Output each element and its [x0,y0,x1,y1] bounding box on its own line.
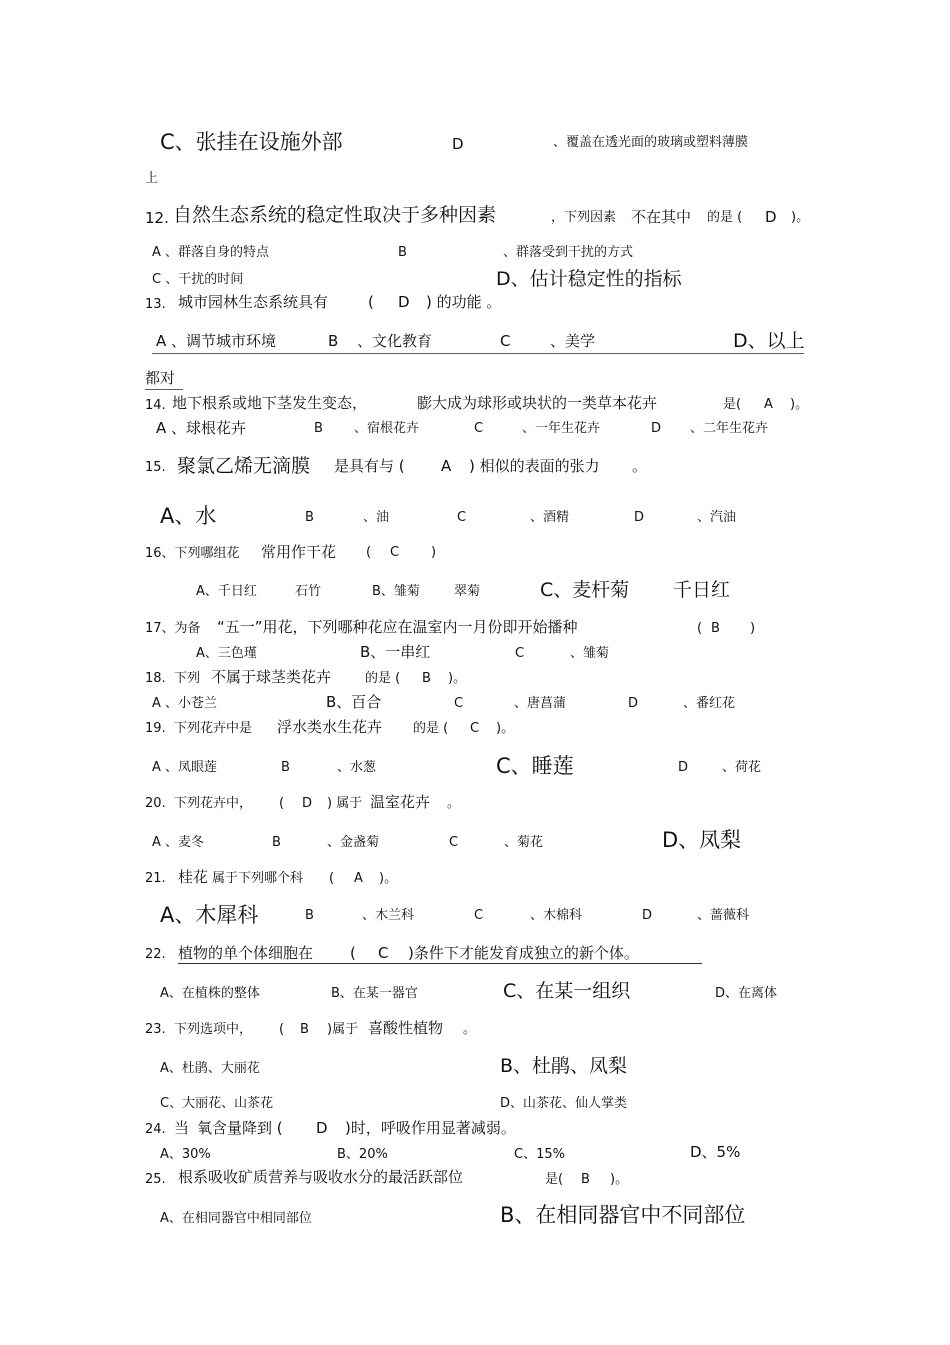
question-text: 属于下列哪个科 [212,871,304,886]
answer: C [470,721,480,736]
option-b-text: 、文化教育 [357,332,433,350]
option-d-letter: D [678,760,689,775]
option-d-letter: D [642,908,653,923]
option-a: A、水 [160,504,217,528]
question-text: 。 [447,796,461,811]
option-c-second: 千日红 [673,579,731,601]
question-number: 14. [145,398,166,413]
option-a: A、木犀科 [160,903,259,927]
answer: B [581,1172,590,1187]
option-d-text: 、汽油 [697,510,737,525]
option-c: C、睡莲 [496,754,574,778]
option-a: A、杜鹃、大丽花 [160,1061,260,1076]
option-a: A 、小苍兰 [152,696,218,711]
answer: B [300,1022,309,1037]
question-text: 下列 [174,671,201,686]
option-a: A 、群落自身的特点 [152,245,270,260]
option-d-text: 、二年生花卉 [690,421,769,436]
option-c-letter: C [454,696,464,711]
answer: C [390,545,400,560]
answer: D [765,208,777,226]
question-text: “五一”用花，下列哪种花应在温室内一月份即开始播种 [217,618,578,636]
question-text: 膨大成为球形或块状的一类草本花卉 [417,394,658,412]
option-d-text: 、覆盖在透光面的玻璃或塑料薄膜 [553,135,749,150]
option-c-text: 、一年生花卉 [522,421,601,436]
question-text: 氧含量降到 ( [197,1119,283,1137]
option-c-letter: C [449,835,459,850]
option-b-letter: B [328,332,339,350]
question-text: )。 [379,871,398,886]
option-c-text: 、酒精 [530,510,570,525]
answer: A [441,457,452,475]
option-a: A、三色瑾 [196,646,257,661]
option-c: C、大丽花、山茶花 [160,1096,274,1111]
question-text: )时，呼吸作用显著减弱。 [345,1119,516,1137]
question-text: 地下根系或地下茎发生变态， [172,394,368,412]
option-c-letter: C [500,332,511,350]
option-c-text: 、木棉科 [530,908,583,923]
question-text: ( [279,1022,285,1037]
question-text: 不在其中 [631,208,692,226]
question-text: 桂花 [178,868,209,886]
answer: A [764,397,773,412]
option-a: A、在相同器官中相同部位 [160,1211,312,1226]
option-c-text: 、美学 [550,332,596,350]
question-text: 不属于球茎类花卉 [211,668,332,686]
question-number: 15. [145,460,166,475]
question-text: 下列选项中， [174,1022,253,1037]
question-text: )属于 [327,1022,359,1037]
question-number: 21. [145,871,166,886]
option-d-letter: D [452,135,464,153]
question-number: 25. [145,1172,166,1187]
question-text: 下列花卉中是 [174,721,253,736]
option-b-letter: B [305,908,314,923]
option-a: A、在植株的整体 [160,986,260,1001]
option-d-letter: D [651,421,662,436]
option-c: C、麦杆菊 [540,579,630,601]
option-a: A 、凤眼莲 [152,760,218,775]
question-text: 是具有与 ( [334,457,405,475]
answer: B [711,621,720,636]
question-text: ) 相似的表面的张力 [469,457,600,475]
question-text: )。 [448,671,467,686]
option-d: D、估计稳定性的指标 [496,268,682,290]
question-number: 23. [145,1022,166,1037]
option-b-text: 、木兰科 [362,908,415,923]
option-c-letter: C [515,646,525,661]
option-b-text: 、群落受到干扰的方式 [503,245,634,260]
question-text: )条件下才能发育成独立的新个体。 [408,944,639,962]
question-text: 喜酸性植物 [368,1019,444,1037]
question-text: 是( [723,397,742,412]
question-text: )。 [496,721,515,736]
red-underline [145,389,183,390]
answer: B [422,671,431,686]
option-d-text: 、蔷薇科 [697,908,750,923]
question-text: ( [366,545,372,560]
question-text: 浮水类水生花卉 [277,718,383,736]
option-b: B、一串红 [360,643,431,661]
question-text: 。 [632,457,648,475]
option-b-text: 、金盏菊 [327,835,380,850]
option-a: A 、球根花卉 [156,419,247,437]
option-d: D、山茶花、仙人掌类 [500,1096,628,1111]
option-b: B、杜鹃、凤梨 [500,1055,628,1077]
red-underline [152,353,804,354]
option-b: B、20% [337,1147,388,1162]
question-text: ( [329,871,335,886]
option-c: C、15% [514,1147,565,1162]
option-b-text: 、宿根花卉 [354,421,420,436]
question-text: 当 [174,1119,190,1137]
question-text: )。 [610,1172,629,1187]
question-text: 的是 ( [413,721,449,736]
option-c-text: 、唐菖蒲 [514,696,567,711]
option-c-text: 、雏菊 [570,646,610,661]
question-text: 温室花卉 [370,793,431,811]
question-number: 20. [145,796,166,811]
option-c-letter: C [474,908,484,923]
option-a: A、千日红 [196,584,257,599]
option-d: D、5% [690,1143,741,1161]
option-b-letter: B [398,245,407,260]
option-b-letter: B [305,510,314,525]
question-number: 22. [145,947,166,962]
question-text: ( [697,621,703,636]
option-c-letter: C [457,510,467,525]
answer: A [354,871,363,886]
option-b-letter: B [281,760,290,775]
option-d: D、在离体 [715,986,778,1001]
option-d: D、凤梨 [662,828,742,852]
question-text: 自然生态系统的稳定性取决于多种因素 [173,204,497,226]
question-number: 17、为备 [145,621,201,636]
option-b-letter: B [272,835,281,850]
question-text: 城市园林生态系统具有 [178,293,329,311]
blue-underline [178,963,702,964]
option-c: C、在某一组织 [503,980,631,1002]
option-d-letter: D [628,696,639,711]
question-text: ( [279,796,285,811]
option-a: A 、调节城市环境 [156,332,277,350]
option-b: B、百合 [326,693,382,711]
question-text: 的是 ( [365,671,401,686]
option-d-continuation: 都对 [145,369,176,387]
option-b: B、雏菊 [372,584,420,599]
answer: D [316,1119,328,1137]
question-number: 16、下列哪组花 [145,546,240,561]
question-text: 常用作干花 [261,543,337,561]
option-a-second: 石竹 [295,584,322,599]
question-number: 12. [145,209,169,227]
option-b: B、在相同器官中不同部位 [500,1203,746,1227]
option-c-text: 、菊花 [504,835,544,850]
option-b-letter: B [314,421,323,436]
question-text: 下列花卉中， [174,796,253,811]
question-text: 植物的单个体细胞在 [178,944,314,962]
question-text: ) 的功能 。 [426,293,502,311]
question-text: 是( [545,1172,564,1187]
option-a: A 、麦冬 [152,835,205,850]
question-number: 19. [145,721,166,736]
option-c-letter: C [474,421,484,436]
question-text: 。 [463,1022,477,1037]
question-text: ( [350,944,356,962]
question-text: ) 属于 [327,796,363,811]
question-text: 聚氯乙烯无滴膜 [177,455,311,477]
option-d-letter: D [634,510,645,525]
option-b-text: 、水葱 [337,760,377,775]
question-text: ) [750,621,756,636]
option-b-text: 、油 [363,510,390,525]
option-d-text: 、番红花 [683,696,736,711]
answer: C [378,944,389,962]
question-text: ) [431,545,437,560]
question-text: ( [368,293,374,311]
option-c: C、张挂在设施外部 [160,130,343,154]
question-text: ，下列因素 [551,210,617,225]
option-d: D、以上 [733,330,805,352]
question-text: )。 [790,397,809,412]
option-b: B、在某一器官 [331,986,418,1001]
question-text: 根系吸收矿质营养与吸收水分的最活跃部位 [178,1168,464,1186]
answer: D [398,293,410,311]
option-b-second: 翠菊 [454,584,481,599]
question-text: )。 [791,210,810,225]
option-d-text: 、荷花 [722,760,762,775]
option-a: A、30% [160,1147,211,1162]
answer: D [302,796,313,811]
option-d-continuation: 上 [145,171,159,186]
option-c: C 、干扰的时间 [152,272,244,287]
question-number: 24. [145,1122,166,1137]
question-number: 13. [145,297,166,312]
question-text: 的是 ( [707,210,743,225]
question-number: 18. [145,671,166,686]
